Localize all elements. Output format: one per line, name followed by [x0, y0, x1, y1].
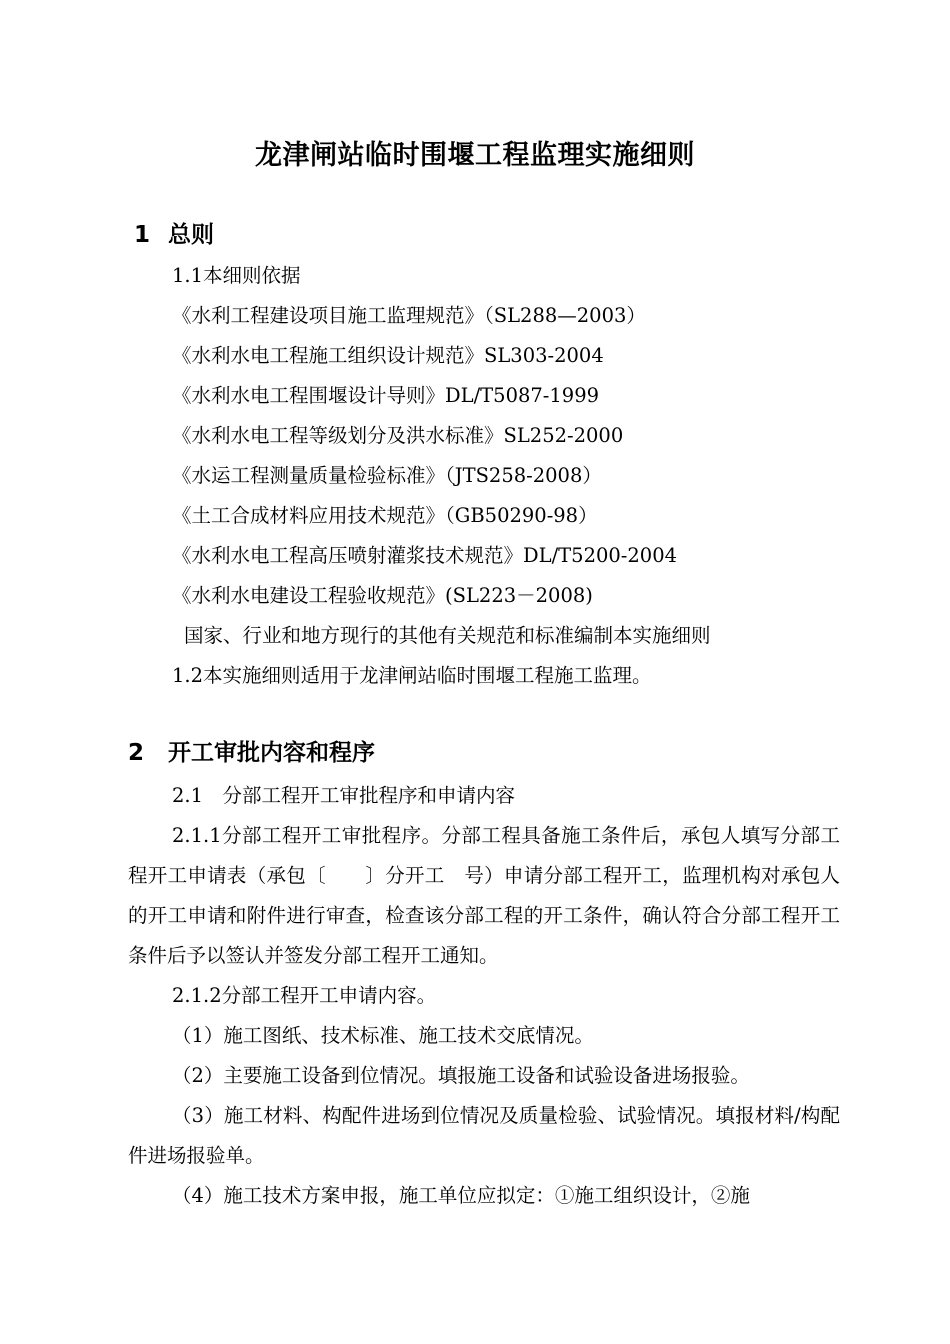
reference-item: 《水利水电工程等级划分及洪水标准》SL252-2000	[172, 424, 624, 447]
reference-item: 《水利水电工程施工组织设计规范》SL303-2004	[172, 344, 604, 367]
reference-item: 《土工合成材料应用技术规范》（GB50290-98）	[172, 504, 598, 527]
reference-item: 《水利水电工程高压喷射灌浆技术规范》DL/T5200-2004	[172, 544, 678, 567]
references-note: 国家、行业和地方现行的其他有关规范和标准编制本实施细则	[184, 624, 711, 647]
reference-item: 《水利水电建设工程验收规范》(SL223－2008)	[172, 584, 593, 607]
paragraph-2-1-1: 2.1.1分部工程开工审批程序。分部工程具备施工条件后，承包人填写分部工程开工申请表（承包〔 〕分开工 号）申请分部工程开工，监理机构对承包人的开工申请和附件进行审查，检查该分部工程的开工条件，确认符合分部工程开工条件后予以签认并签发分部工程开工通知。	[128, 824, 840, 967]
section-1-title: 总则	[168, 222, 215, 248]
section-2-title: 开工审批内容和程序	[168, 740, 376, 766]
list-item: （3）施工材料、构配件进场到位情况及质量检验、试验情况。填报材料/构配件进场报验单。	[128, 1104, 840, 1167]
section-1-number: 1	[134, 222, 151, 248]
subsection-1-1-title: 1.1本细则依据	[172, 264, 301, 287]
section-2-number: 2	[128, 740, 145, 766]
list-item: （2）主要施工设备到位情况。填报施工设备和试验设备进场报验。	[172, 1064, 750, 1087]
list-item: （1）施工图纸、技术标准、施工技术交底情况。	[172, 1024, 594, 1047]
list-item: （4）施工技术方案申报，施工单位应拟定：①施工组织设计，②施	[172, 1184, 750, 1207]
reference-item: 《水运工程测量质量检验标准》（JTS258-2008）	[172, 464, 602, 487]
paragraph-2-1-2: 2.1.2分部工程开工申请内容。	[172, 984, 437, 1007]
document-title: 龙津闸站临时围堰工程监理实施细则	[255, 140, 695, 171]
section-1-heading	[134, 220, 214, 250]
reference-item: 《水利工程建设项目施工监理规范》（SL288—2003）	[172, 304, 646, 327]
subsection-1-2-text: 1.2本实施细则适用于龙津闸站临时围堰工程施工监理。	[172, 664, 652, 687]
section-2-heading	[128, 738, 375, 768]
subsection-2-1-title: 2.1 分部工程开工审批程序和申请内容	[172, 784, 516, 807]
reference-item: 《水利水电工程围堰设计导则》DL/T5087-1999	[172, 384, 600, 407]
